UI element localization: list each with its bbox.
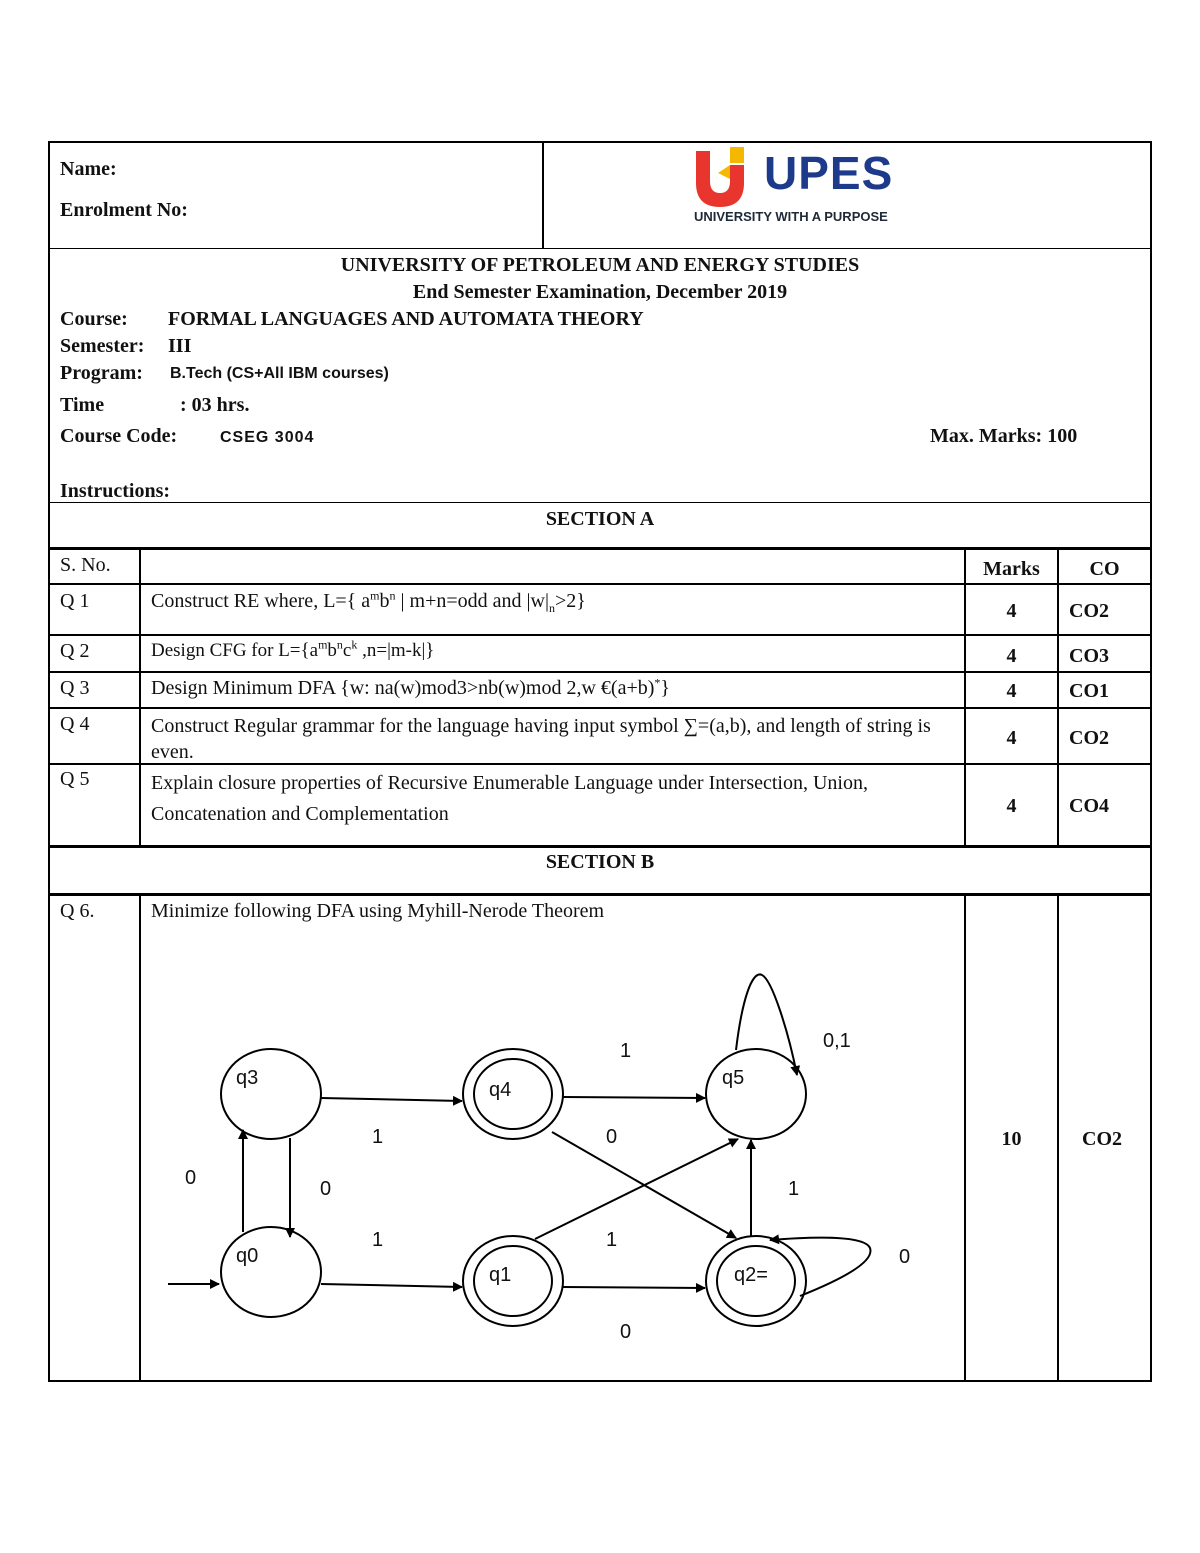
q3-marks: 4: [1006, 680, 1017, 702]
q2-marks: 4: [1006, 645, 1017, 667]
state-q1-inner: [474, 1246, 552, 1316]
state-q4-inner: [474, 1059, 552, 1129]
logo-tagline: UNIVERSITY WITH A PURPOSE: [694, 209, 888, 224]
q5-number: Q 5: [60, 768, 90, 790]
col-header-sno: S. No.: [60, 554, 111, 576]
q4-co: CO2: [1069, 727, 1109, 749]
q6-number: Q 6.: [60, 900, 95, 922]
edge-q1-q5: [535, 1139, 738, 1239]
q5-text: Explain closure properties of Recursive Enumerable Language under Intersection, Union, Concatenation and Complementation: [151, 772, 868, 825]
state-label-q3: q3: [236, 1067, 259, 1089]
semester-label: Semester:: [60, 335, 145, 357]
label-q0-q3: 0: [185, 1167, 197, 1189]
q1-marks: 4: [1006, 600, 1017, 622]
q1-text: Construct RE where, L={ $a^mb^n$ | m+n=odd and $|w|_n>2$}: [151, 588, 586, 615]
max-marks: Max. Marks: 100: [930, 425, 1078, 447]
q3-text: Design Minimum DFA {w: na(w)mod3>nb(w)mod 2,w €(a+b)*}: [151, 675, 671, 699]
q6-co: CO2: [1082, 1128, 1122, 1150]
state-label-q4: q4: [489, 1079, 512, 1101]
logo-wordmark: UPES: [764, 147, 894, 199]
state-q3: [221, 1049, 321, 1139]
col-header-marks: Marks: [983, 558, 1040, 580]
q5-co: CO4: [1069, 795, 1109, 817]
edge-q3-q4: [321, 1098, 462, 1101]
q1-co: CO2: [1069, 600, 1109, 622]
q3-co: CO1: [1069, 680, 1109, 702]
q3-number: Q 3: [60, 677, 90, 699]
section-b-title: SECTION B: [545, 851, 655, 873]
state-q0: [221, 1227, 321, 1317]
state-q4: [463, 1049, 563, 1139]
label-q1-q5: 1: [606, 1229, 618, 1251]
q1-number: Q 1: [60, 590, 90, 612]
q6-marks: 10: [1001, 1128, 1022, 1150]
edge-q0-q1: [321, 1284, 462, 1287]
edge-q1-q2: [563, 1287, 705, 1288]
time-value: : 03 hrs.: [180, 394, 250, 416]
enrolment-label: Enrolment No:: [60, 199, 188, 221]
q4-marks: 4: [1006, 727, 1017, 749]
q2-number: Q 2: [60, 640, 90, 662]
program-label: Program:: [60, 362, 143, 384]
q2-text: Design CFG for $L=\{a^mb^nc^k$ ,n=|m-k|}: [151, 637, 435, 661]
loop-q2: [770, 1238, 870, 1296]
exam-title: End Semester Examination, December 2019: [412, 281, 788, 303]
label-q2-loop: 0: [899, 1246, 911, 1268]
state-label-q1: q1: [489, 1264, 512, 1286]
label-q3-q4: 1: [372, 1126, 384, 1148]
label-q4-q5: 1: [620, 1040, 632, 1062]
q6-text: Minimize following DFA using Myhill-Nerode Theorem: [151, 900, 605, 922]
course-value: FORMAL LANGUAGES AND AUTOMATA THEORY: [168, 308, 644, 330]
time-label: Time: [60, 394, 105, 416]
label-q2-q5: 1: [788, 1178, 800, 1200]
name-label: Name:: [60, 158, 117, 180]
instructions-label: Instructions:: [60, 480, 171, 502]
label-q5-loop: 0,1: [823, 1030, 851, 1052]
state-q1: [463, 1236, 563, 1326]
state-label-q0: q0: [236, 1245, 259, 1267]
course-code-label: Course Code:: [60, 425, 178, 447]
course-label: Course:: [60, 308, 128, 330]
q2-co: CO3: [1069, 645, 1109, 667]
label-q3-q0: 0: [320, 1178, 332, 1200]
program-value: B.Tech (CS+All IBM courses): [170, 365, 389, 382]
section-a-title: SECTION A: [545, 508, 655, 530]
state-label-q2: q2=: [734, 1264, 768, 1286]
course-code-value: CSEG 3004: [220, 429, 315, 446]
label-q1-q2: 0: [620, 1321, 632, 1343]
q5-marks: 4: [1006, 795, 1017, 817]
col-header-co: CO: [1089, 558, 1120, 580]
university-name: UNIVERSITY OF PETROLEUM AND ENERGY STUDIES: [340, 254, 860, 276]
edge-q4-q5: [563, 1097, 705, 1098]
label-q0-q1: 1: [372, 1229, 384, 1251]
q4-text: Construct Regular grammar for the language having input symbol ∑=(a,b), and length of string is even.: [151, 715, 931, 763]
semester-value: III: [168, 335, 192, 357]
state-label-q5: q5: [722, 1067, 745, 1089]
label-q4-q2: 0: [606, 1126, 618, 1148]
q4-number: Q 4: [60, 713, 90, 735]
state-q5: [706, 1049, 806, 1139]
